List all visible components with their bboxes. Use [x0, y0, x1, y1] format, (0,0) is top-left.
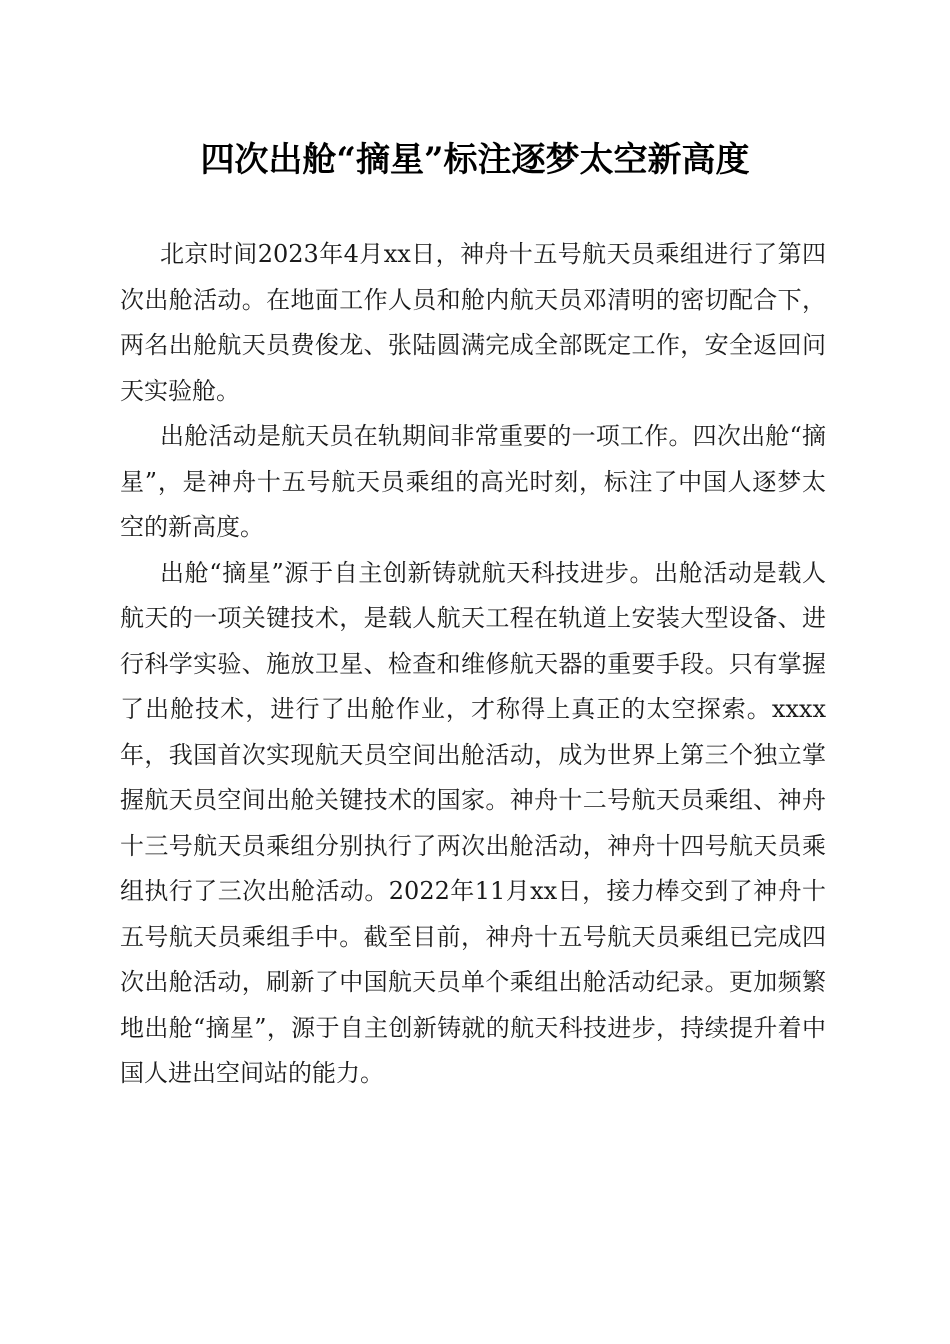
paragraph-2: 出舱活动是航天员在轨期间非常重要的一项工作。四次出舱“摘星”，是神舟十五号航天员乘组的高光时刻，标注了中国人逐梦太空的新高度。 — [120, 422, 826, 541]
document-title: 四次出舱“摘星”标注逐梦太空新高度 — [200, 140, 750, 180]
paragraph-3: 出舱“摘星”源于自主创新铸就航天科技进步。出舱活动是载人航天的一项关键技术，是载人航天工程在轨道上安装大型设备、进行科学实验、施放卫星、检查和维修航天器的重要手段。只有掌握了出舱技术，进行了出舱作业，才称得上真正的太空探索。xxxx年，我国首次实现航天员空间出舱活动，成为世界上第三个独立掌握航天员空间出舱关键技术的国家。神舟十二号航天员乘组、神舟十三号航天员乘组分别执行了两次出舱活动，神舟十四号航天员乘组执行了三次出舱活动。2022年11月xx日，接力棒交到了神舟十五号航天员乘组手中。截至目前，神舟十五号航天员乘组已完成四次出舱活动，刷新了中国航天员单个乘组出舱活动纪录。更加频繁地出舱“摘星”，源于自主创新铸就的航天科技进步，持续提升着中国人进出空间站的能力。 — [120, 558, 826, 1087]
document-body — [120, 232, 826, 1097]
paragraph-1: 北京时间2023年4月xx日，神舟十五号航天员乘组进行了第四次出舱活动。在地面工作人员和舱内航天员邓清明的密切配合下，两名出舱航天员费俊龙、张陆圆满完成全部既定工作，安全返回问天实验舱。 — [120, 240, 826, 405]
